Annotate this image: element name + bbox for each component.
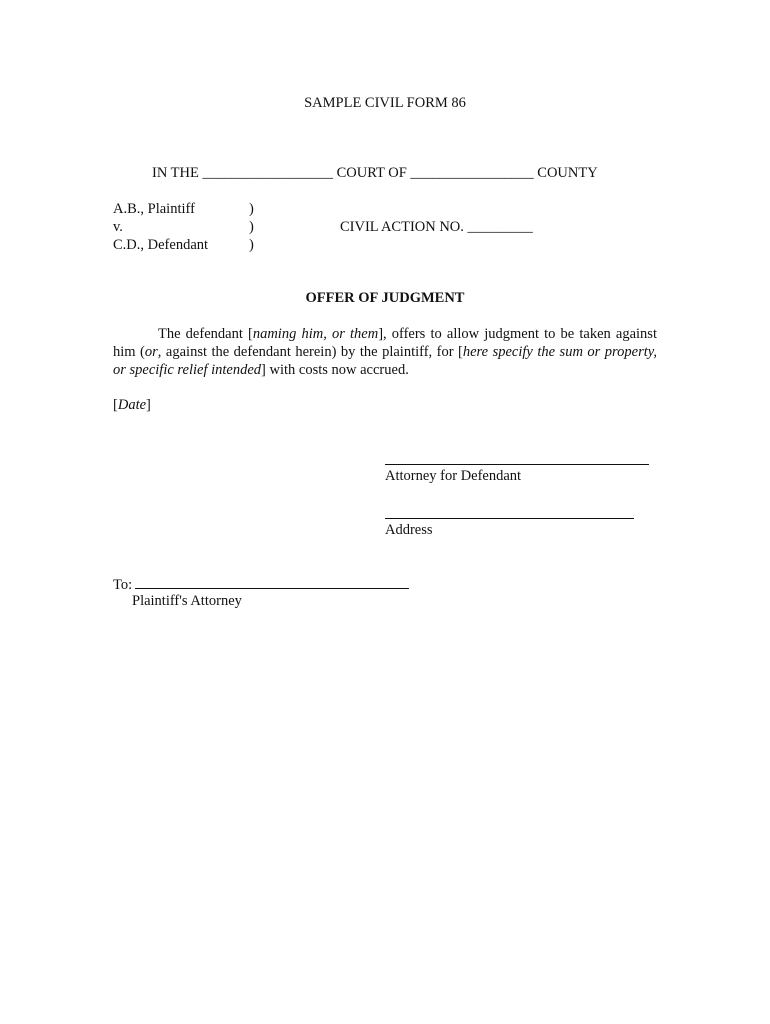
to-label: Plaintiff's Attorney <box>132 593 242 609</box>
caption-paren: ) <box>249 237 254 253</box>
date-label: Date <box>117 397 147 413</box>
offer-paragraph <box>113 325 657 379</box>
to-prefix: To: <box>113 577 133 593</box>
offer-text-italic: or <box>144 344 158 360</box>
offer-text: ], offers to allow judgment to be taken against him ( <box>113 326 657 360</box>
date-placeholder <box>113 396 151 414</box>
offer-text-italic: naming him, or them <box>252 326 379 342</box>
caption-parentheses <box>249 200 254 254</box>
defendant-label: C.D., Defendant <box>113 237 209 253</box>
attorney-signature-line <box>385 464 649 465</box>
civil-action-number: CIVIL ACTION NO. _________ <box>340 219 533 235</box>
to-blank-line <box>135 574 409 589</box>
offer-text-italic: here specify the sum or property, or specific relief intended <box>113 344 658 378</box>
to-line <box>113 574 409 594</box>
versus-label: v. <box>113 219 123 235</box>
date-bracket: ] <box>146 397 151 413</box>
address-line <box>385 518 634 519</box>
document-heading: OFFER OF JUDGMENT <box>305 290 465 306</box>
offer-text: ] with costs now accrued. <box>261 362 409 378</box>
plaintiff-label: A.B., Plaintiff <box>113 201 195 217</box>
caption-paren: ) <box>249 219 254 235</box>
offer-text: , against the defendant herein) by the plaintiff, for [ <box>157 344 463 360</box>
address-label: Address <box>385 522 433 538</box>
court-line: IN THE __________________ COURT OF _________________ COUNTY <box>152 165 598 181</box>
attorney-signature-label: Attorney for Defendant <box>385 468 522 484</box>
caption-parties <box>113 200 208 254</box>
form-title: SAMPLE CIVIL FORM 86 <box>304 95 466 111</box>
offer-text: The defendant [ <box>158 326 253 342</box>
caption-paren: ) <box>249 201 254 217</box>
date-bracket: [ <box>113 397 118 413</box>
